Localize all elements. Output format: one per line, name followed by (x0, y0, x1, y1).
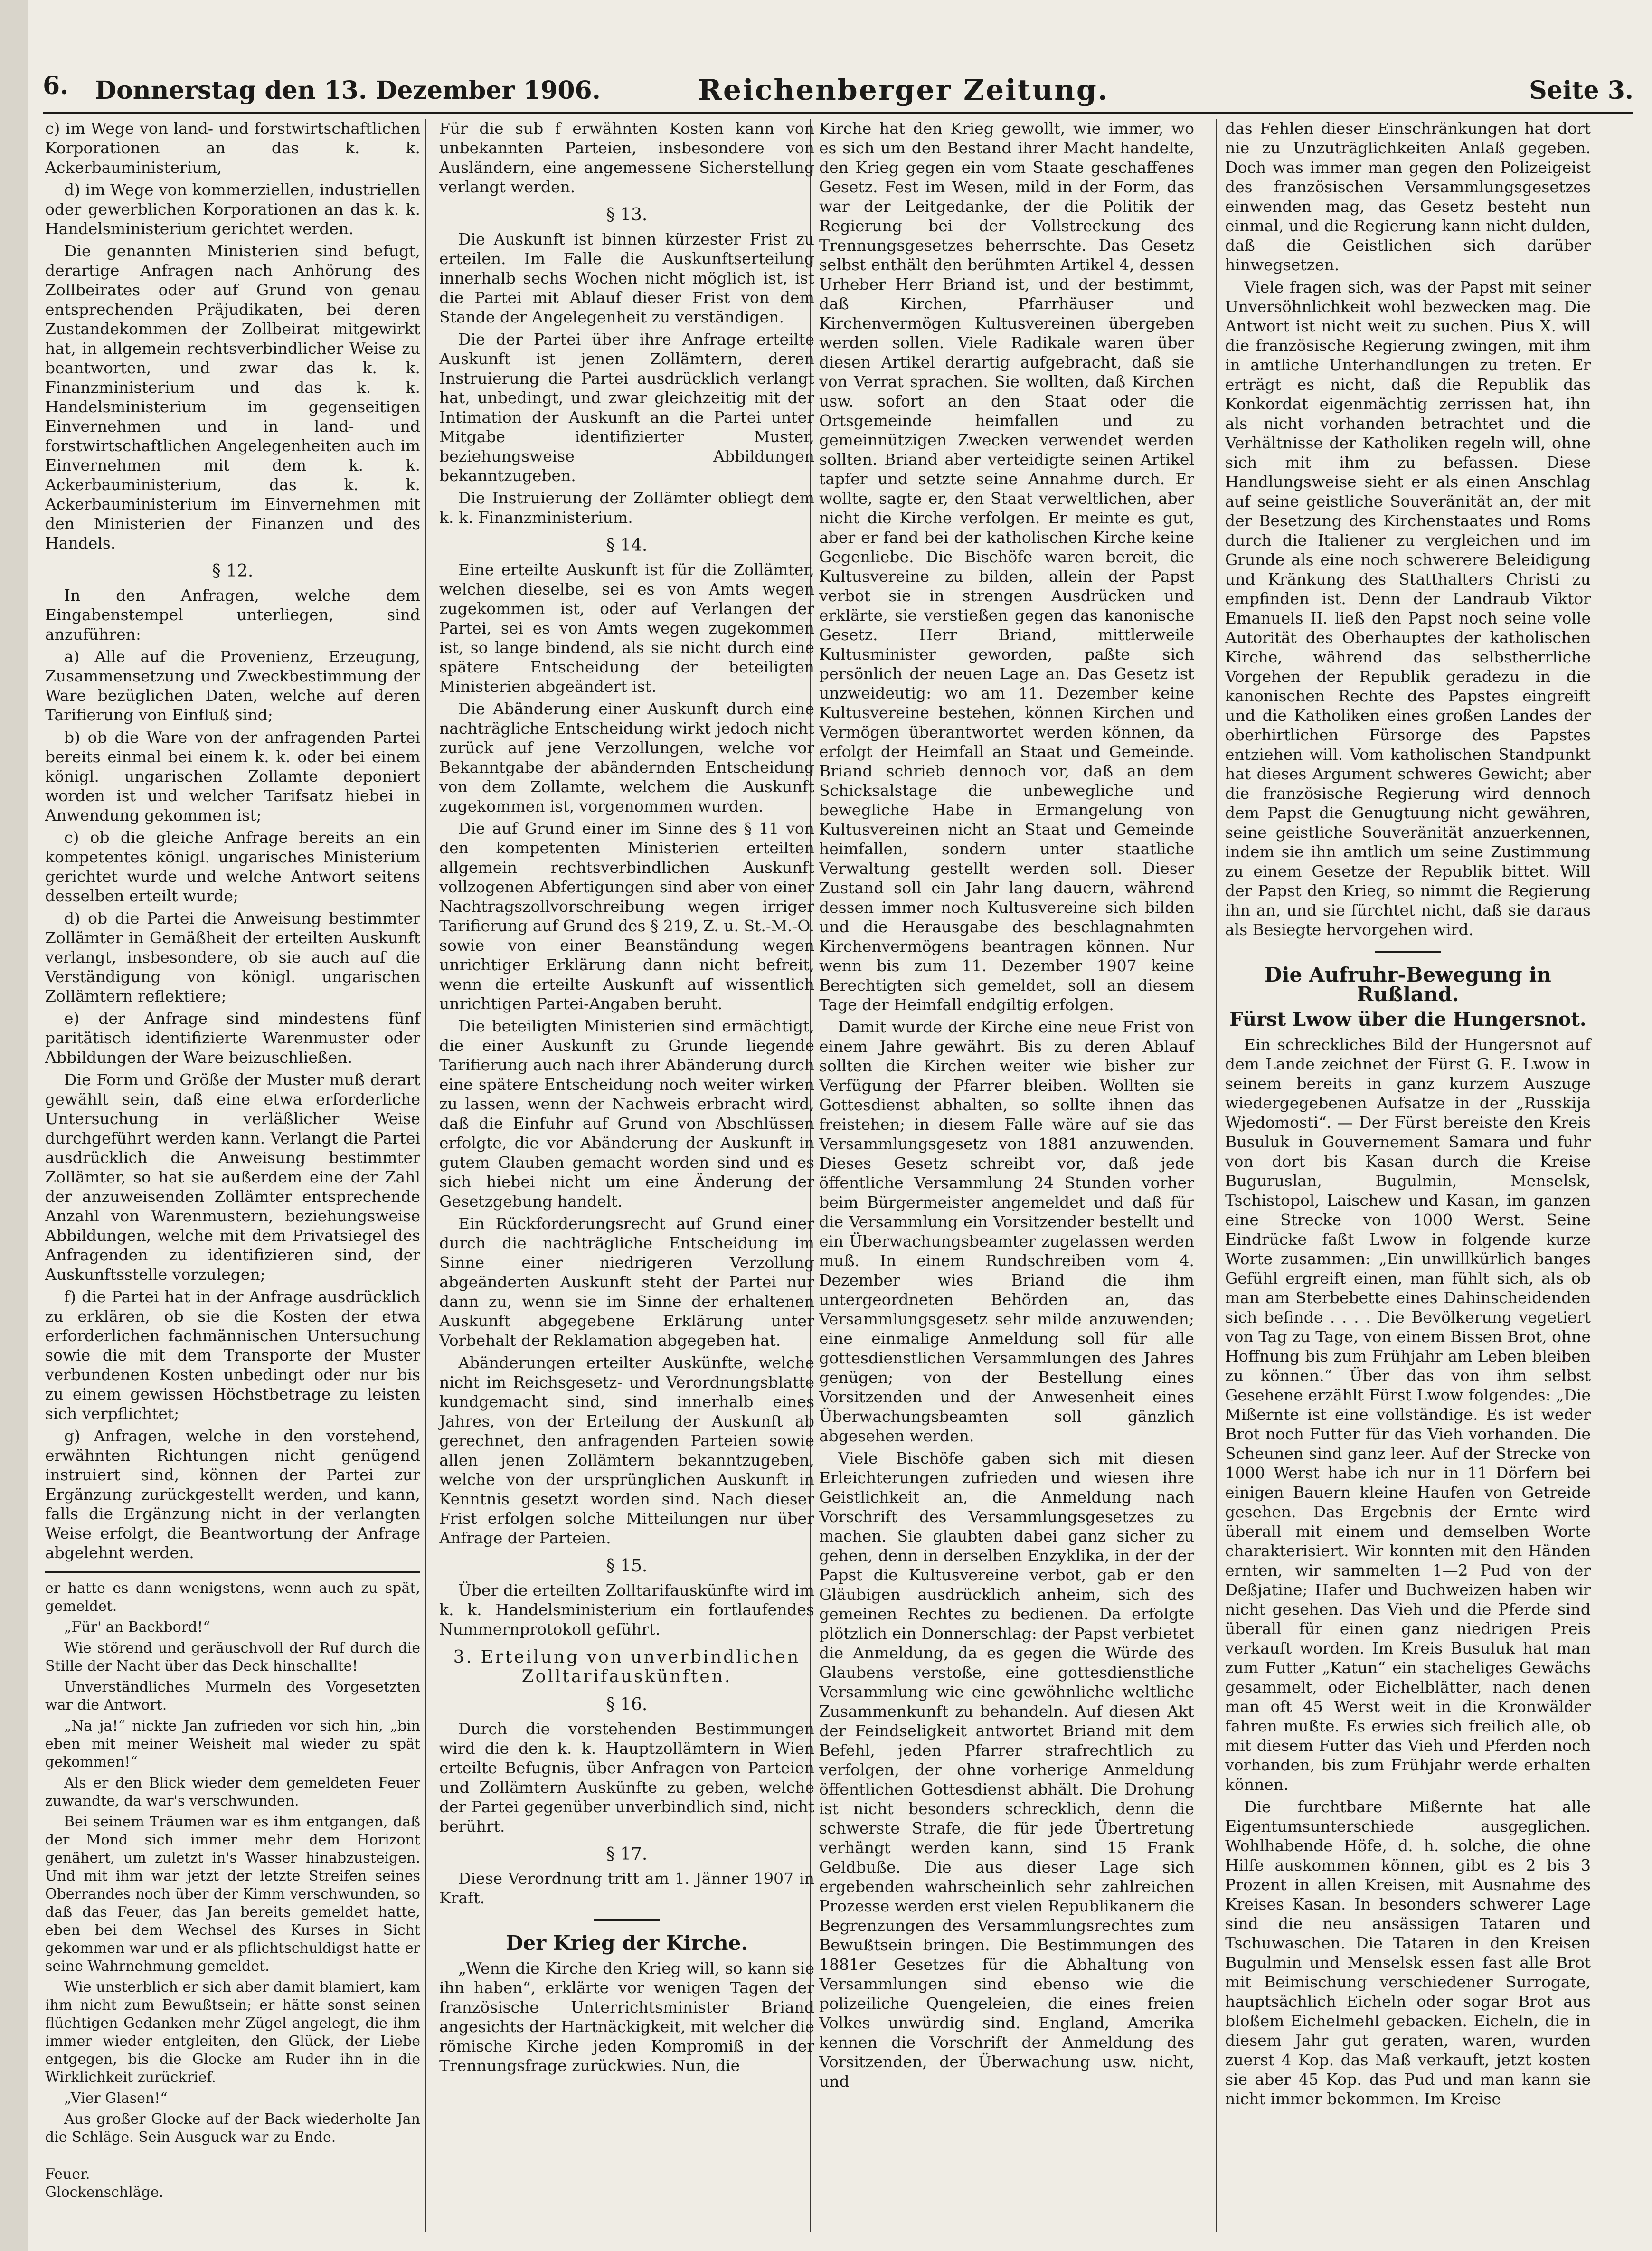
section-heading: § 14. (606, 536, 648, 555)
list-item: d) ob die Partei die Anweisung bestimmter Zollämter in Gemäßheit der erteilten Auskunft verlangt, insbesondere, ob sie auch auf die Verständigung von königl. ungarischen Zollämtern reflektiere; (45, 909, 420, 1005)
paragraph: Die auf Grund einer im Sinne des § 11 von den kompetenten Ministerien erteilten allgemein rechtsverbindlichen Auskunft vollzogenen Abfertigungen sind aber von einer Nachtragszollvorschreibung wegen irriger Tarifierung auf Grund des § 219, Z. u. St.-M.-O. sowie von einer Beanständung wegen unrichtiger Erklärung dann nicht befreit, wenn die erteilte Auskunft auf wissentlich unrichtigen Partei-Angaben beruht. (439, 819, 814, 1013)
article-divider (594, 1919, 660, 1921)
paragraph: Für die sub f erwähnten Kosten kann von unbekannten Parteien, insbesondere von Ausländern, eine angemessene Sicherstellung verlangt werden. (439, 119, 814, 196)
paragraph: d) im Wege von kommerziellen, industriellen oder gewerblichen Korporationen an das k. k. Handelsministerium gerichtet werden. (45, 180, 420, 238)
paragraph: Ein schreckliches Bild der Hungersnot auf dem Lande zeichnet der Fürst G. E. Lwow in seinem bereits in ganz kurzem Auszuge wiedergegebenen Aufsatze in der „Russkija Wjedomosti“. — Der Fürst bereiste den Kreis Busuluk in Gouvernement Samara und fuhr von dort bis Kasan durch die Kreise Buguruslan, Bugulmin, Menselsk, Tschistopol, Laischew und Kasan, im ganzen eine Strecke von 1000 Werst. Seine Eindrücke faßt Lwow in folgende kurze Worte zusammen: „Ein unwillkürlich banges Gefühl ergreift einen, man fühlt sich, als ob man am Sterbebette eines Dahinscheidenden sich befinde . . . . Die Bevölkerung vegetiert von Tag zu Tage, von einem Bissen Brot, ohne Hoffnung bis zum Frühjahr am Leben bleiben zu können.“ Über das von ihm selbst Gesehene erzählt Fürst Lwow folgendes: „Die Mißernte ist eine vollständige. Es ist weder Brot noch Futter für das Vieh vorhanden. Die Scheunen sind ganz leer. Auf der Strecke von 1000 Werst habe ich nur in 11 Dörfern bei einigen Bauern kleine Haufen von Getreide gesehen. Das Ergebnis der Ernte wird überall mit einem und demselben Worte charakterisiert. Wir konnten mit den Händen ernten, wir sammelten 1—2 Pud von der Deßjatine; Hafer und Buchweizen haben wir nicht gesehen. Das Vieh und die Pferde sind überall für einen ganz niedrigen Preis verkauft worden. Im Kreis Busuluk hat man zum Futter „Katun“ ein stacheliges Gewächs gesammelt, oder Eichelblätter, nach denen man oft 45 Werst weit in die Kronwälder fahren mußte. Es erwies sich freilich alle, ob mit diesem Futter das Vieh und Pferden noch vorhanden, bis zum Frühjahr werde erhalten können. (1225, 1035, 1591, 1794)
column-3 (819, 119, 1194, 2094)
footnotes (45, 2166, 420, 2202)
paragraph: Kirche hat den Krieg gewollt, wie immer, wo es sich um den Bestand ihrer Macht handelte, den Krieg gegen ein vom Staate geschaffenes Gesetz. Fest im Wesen, mild in der Form, das war der Leitgedanke, der die Politik der Regierung bei der Vollstreckung des Trennungsgesetzes beherrschte. Das Gesetz selbst enthält den berühmten Artikel 4, dessen Urheber Herr Briand ist, und der bestimmt, daß Kirchen, Pfarrhäuser und Kirchenvermögen Kultusvereinen übergeben werden sollen. Viele Radikale waren über diesen Artikel derartig aufgebracht, daß sie von Verrat sprachen. Sie wollten, daß Kirchen usw. sofort an den Staat oder die Ortsgemeinde heimfallen und zu gemeinnützigen Zwecken verwendet werden sollten. Briand aber verteidigte seinen Artikel tapfer und setzte seine Annahme durch. Er wollte, sagte er, den Staat verweltlichen, aber nicht die Kirche verfolgen. Er meinte es gut, aber er fand bei der katholischen Kirche keine Gegenliebe. Die Bischöfe waren bereit, die Kultusvereine zu bilden, allein der Papst verbot sie in strengen Ausdrücken und erklärte, sie verstießen gegen das kanonische Gesetz. Herr Briand, mittlerweile Kultusminister geworden, paßte sich persönlich der neuen Lage an. Das Gesetz ist unzweideutig: wo am 11. Dezember keine Kultusvereine bestehen, können Kirchen und Vermögen überantwortet werden können, da erfolgt der Heimfall an Staat und Gemeinde. Briand schrieb dennoch vor, daß an dem Schicksalstage die unbewegliche und bewegliche Habe in Ermangelung von Kultusvereinen nicht an Staat und Gemeinde heimfallen, sondern unter staatliche Verwaltung gestellt werden soll. Dieser Zustand soll ein Jahr lang dauern, während dessen immer noch Kultusvereine sich bilden und die Herausgabe des beschlagnahmten Kirchenvermögens beantragen können. Nur wenn bis zum 11. Dezember 1907 keine Berechtigten sich gemeldet, soll an diesem Tage der Heimfall endgiltig erfolgen. (819, 119, 1194, 1014)
feuilleton-paragraph: „Vier Glasen!“ (64, 2090, 168, 2107)
paragraph: Abänderungen erteilter Auskünfte, welche nicht im Reichsgesetz- und Verordnungsblatte kundgemacht sind, sind innerhalb eines Jahres, von der Erteilung der Auskunft ab gerechnet, den anfragenden Parteien sowie allen jenen Zollämtern bekanntzugeben, welche von der ursprünglichen Auskunft in Kenntnis gesetzt worden sind. Nach dieser Frist erfolgen solche Mitteilungen nur über Anfrage der Parteien. (439, 1353, 814, 1547)
article-title: Die Aufruhr-Bewegung in Rußland. (1265, 963, 1551, 1006)
list-item: e) der Anfrage sind mindestens fünf paritätisch identifizierte Warenmuster oder Abbildungen der Ware beizuschließen. (45, 1009, 420, 1067)
section-heading: § 15. (606, 1556, 648, 1576)
paragraph: Die der Partei über ihre Anfrage erteilte Auskunft ist jenen Zollämtern, deren Instruierung die Partei ausdrücklich verlangt hat, unbedingt, und zwar gleichzeitig mit der Intimation der Auskunft an die Partei unter Mitgabe identifizierter Muster, beziehungsweise Abbildungen bekanntzugeben. (439, 330, 814, 485)
paragraph: das Fehlen dieser Einschränkungen hat dort nie zu Unzuträglichkeiten Anlaß gegeben. Doch was immer man gegen den Polizeigeist des französischen Versammlungsgesetzes einwenden mag, das Gesetz besteht nun einmal, und die Regierung kann nicht dulden, daß die Geistlichen sich darüber hinwegsetzen. (1225, 119, 1591, 274)
footnote: Glockenschläge. (45, 2184, 164, 2201)
column-4 (1225, 119, 1591, 2111)
feuilleton-paragraph: er hatte es dann wenigstens, wenn auch zu spät, gemeldet. (45, 1580, 420, 1615)
feuilleton (45, 1579, 420, 2147)
paragraph: Eine erteilte Auskunft ist für die Zollämter, welchen dieselbe, sei es von Amts wegen zugekommen ist, oder auf Verlangen der Partei, sei es von Amts wegen zugekommen ist, so lange bindend, als sie nicht durch eine spätere Entscheidung der beteiligten Ministerien abgeändert ist. (439, 560, 814, 696)
paragraph: Die Auskunft ist binnen kürzester Frist zu erteilen. Im Falle die Auskunftserteilung innerhalb sechs Wochen nicht möglich ist, ist die Partei mit Ablauf dieser Frist von dem Stande der Angelegenheit zu verständigen. (439, 230, 814, 326)
section-heading: § 17. (606, 1844, 648, 1864)
feuilleton-paragraph: „Na ja!“ nickte Jan zufrieden vor sich hin, „bin eben mit meiner Weisheit mal wieder zu spät gekommen!“ (45, 1718, 420, 1770)
article-title: Der Krieg der Kirche. (505, 1931, 748, 1955)
feuilleton-paragraph: Bei seinem Träumen war es ihm entgangen, daß der Mond sich immer mehr dem Horizont genähert, um zuletzt in's Wasser hinabzusteigen. Und mit ihm war jetzt der letzte Streifen seines Oberrandes noch über der Kimm verschwunden, so daß das Feuer, das Jan bereits gemeldet hatte, eben bei dem Wechsel des Kurses in Sicht gekommen war und er als pflichtschuldigst hatte er seine Wahrnehmung gemeldet. (45, 1814, 420, 1975)
paragraph: „Wenn die Kirche den Krieg will, so kann sie ihn haben“, erklärte vor wenigen Tagen der französische Unterrichtsminister Briand angesichts der Hartnäckigkeit, mit welcher die römische Kirche jeden Kompromiß in der Trennungsfrage zurückwies. Nun, die (439, 1959, 814, 2075)
paragraph: Über die erteilten Zolltarifauskünfte wird im k. k. Handelsministerium ein fortlaufendes Nummernprotokoll geführt. (439, 1581, 814, 1638)
article-subtitle: Fürst Lwow über die Hungersnot. (1229, 1008, 1586, 1031)
paragraph: Die genannten Ministerien sind befugt, derartige Anfragen nach Anhörung des Zollbeirates oder auf Grund von genau entsprechenden Präjudikaten, bei deren Zustandekommen der Zollbeirat mitgewirkt hat, in allgemein rechtsverbindlicher Weise zu beantworten, und zwar das k. k. Finanzministerium und das k. k. Handelsministerium im gegenseitigen Einvernehmen und in land- und forstwirtschaftlichen Angelegenheiten auch im Einvernehmen mit dem k. k. Ackerbauministerium, das k. k. Ackerbauministerium im Einvernehmen mit den Ministerien der Finanzen und des Handels. (45, 242, 420, 552)
paragraph: Die Form und Größe der Muster muß derart gewählt sein, daß eine etwa erforderliche Untersuchung in verläßlicher Weise durchgeführt werden kann. Verlangt die Partei ausdrücklich die Anweisung bestimmter Zollämter, so hat sie außerdem eine der Zahl der anzuweisenden Zollämter entsprechende Anzahl von Warenmustern, beziehungsweise Abbildungen, welche mit dem Privatsiegel des Anfragenden zu identifizieren sind, der Auskunftsstelle vorzulegen; (45, 1070, 420, 1284)
feuilleton-paragraph: Aus großer Glocke auf der Back wiederholte Jan die Schläge. Sein Ausguck war zu Ende. (45, 2111, 420, 2146)
feuilleton-paragraph: Wie störend und geräuschvoll der Ruf durch die Stille der Nacht über das Deck hinschallte! (45, 1640, 420, 1674)
column-1 (45, 119, 420, 2202)
paragraph: In den Anfragen, welche dem Eingabenstempel unterliegen, sind anzuführen: (45, 586, 420, 643)
column-rule (425, 119, 426, 2232)
column-2 (439, 119, 814, 2078)
list-item: a) Alle auf die Provenienz, Erzeugung, Zusammensetzung und Zweckbestimmung der Ware bezüglichen Daten, welche auf deren Tarifierung von Einfluß sind; (45, 647, 420, 724)
page-fragment: 6. (43, 71, 69, 100)
paragraph: Ein Rückforderungsrecht auf Grund einer durch die nachträgliche Entscheidung im Sinne einer niedrigeren Verzollung abgeänderten Auskunft steht der Partei nur dann zu, wenn sie im Sinne der erhaltenen Auskunft abgegebene Erklärung unter Vorbehalt der Reklamation abgegeben hat. (439, 1214, 814, 1350)
footnote: Feuer. (45, 2166, 90, 2183)
paragraph: Diese Verordnung tritt am 1. Jänner 1907 in Kraft. (439, 1869, 814, 1907)
paragraph: Viele fragen sich, was der Papst mit seiner Unversöhnlichkeit wohl bezwecken mag. Die Antwort ist nicht weit zu suchen. Pius X. will die französische Regierung zwingen, mit ihm in amtliche Unterhandlungen zu treten. Er erträgt es nicht, daß die Republik das Konkordat eigenmächtig zerrissen hat, ihn als nicht vorhanden betrachtet und die Verhältnisse der Katholiken regeln will, ohne sich mit ihm zu befassen. Diese Handlungsweise sieht er als einen Anschlag auf seine geistliche Souveränität an, der mit der Besetzung des Kirchenstaates und Roms durch die Italiener zu vergleichen und im Grunde als eine noch schwerere Beleidigung und Kränkung des Statthalters Christi zu empfinden ist. Denn der Landraub Viktor Emanuels II. ließ den Papst noch seine volle Autorität des Oberhauptes der katholischen Kirche, während das selbstherrliche Vorgehen der Republik geradezu in die kanonischen Rechte des Papstes eingreift und die Katholiken eines großen Landes der oberhirtlichen Fürsorge des Papstes entziehen will. Vom katholischen Standpunkt hat dieses Argument schweres Gewicht; aber die französische Regierung wird dennoch dem Papst die Genugtuung nicht gewähren, seine geistliche Souveränität anzuerkennen, indem sie ihn amtlich um seine Zustimmung zu einem Gesetze der Republik bittet. Will der Papst den Krieg, so nimmt die Regierung ihn an, und sie fürchtet nicht, daß sie daraus als Besiegte hervorgehen wird. (1225, 278, 1591, 939)
list-item: f) die Partei hat in der Anfrage ausdrücklich zu erklären, ob sie die Kosten der etwa erforderlichen fachmännischen Untersuchung sowie die mit dem Transporte der Muster verbundenen Kosten unbedingt oder nur bis zu einem gewissen Höchstbetrage zu leisten sich verpflichtet; (45, 1287, 420, 1423)
paragraph: Durch die vorstehenden Bestimmungen wird die den k. k. Hauptzollämtern in Wien erteilte Befugnis, über Anfragen von Parteien und Zollämtern Auskünfte zu geben, welche der Partei gegenüber unverbindlich sind, nicht berührt. (439, 1720, 814, 1835)
header-date: Donnerstag den 13. Dezember 1906. (95, 76, 601, 105)
feuilleton-paragraph: „Für' an Backbord!“ (64, 1619, 210, 1636)
section-heading: § 16. (606, 1695, 648, 1714)
paragraph: Viele Bischöfe gaben sich mit diesen Erleichterungen zufrieden und wiesen ihre Geistlichkeit an, die Anmeldung nach Vorschrift des Versammlungsgesetzes zu machen. Sie glaubten dabei ganz sicher zu gehen, denn in derselben Enzyklika, in der der Papst die Kultusvereine verbot, gab er den Gläubigen ausdrücklich anheim, sich des gemeinen Rechtes zu bedienen. Da erfolgte plötzlich ein Donnerschlag: der Papst verbietet die Anmeldung, da es gegen die Würde des Glaubens verstoße, eine gottesdienstliche Versammlung wie eine gewöhnliche weltliche Zusammenkunft zu behandeln. Auf diesen Akt der Feindseligkeit antwortet Briand mit dem Befehl, jeden Pfarrer strafrechtlich zu verfolgen, der ohne vorherige Anmeldung öffentlichen Gottesdienst abhält. Die Drohung ist nicht besonders schrecklich, denn die schwerste Strafe, die für jede Übertretung verhängt werden kann, sind 15 Frank Geldbuße. Die aus dieser Lage sich ergebenden wahrscheinlich sehr zahlreichen Prozesse werden erst vielen Republikanern die Begrenzungen des Versammlungsrechtes zum Bewußtsein bringen. Die Bestimmungen des 1881er Gesetzes für die Abhaltung von Versammlungen sind ebenso wie die polizeiliche Quengeleien, die eines freien Volkes unwürdig sind. England, Amerika kennen die Vorschrift der Anmeldung des Vorsitzenden, der Überwachung usw. nicht, und (819, 1449, 1194, 2090)
paragraph: c) im Wege von land- und forstwirtschaftlichen Korporationen an das k. k. Ackerbauministerium, (45, 119, 420, 177)
paragraph: Die beteiligten Ministerien sind ermächtigt, die einer Auskunft zu Grunde liegende Tarifierung auch nach ihrer Abänderung durch eine spätere Entscheidung noch weiter wirken zu lassen, wenn der Nachweis erbracht wird, daß die Einfuhr auf Grund von Abschlüssen erfolgte, die vor Abänderung der Auskunft in gutem Glauben gemacht worden sind und es sich hiebei nicht um eine Änderung der Gesetzgebung handelt. (439, 1017, 814, 1211)
feuilleton-divider (45, 1571, 420, 1573)
section-heading: § 12. (212, 561, 254, 581)
paragraph: Die Abänderung einer Auskunft durch eine nachträgliche Entscheidung wirkt jedoch nicht zurück auf jene Verzollungen, welche vor Bekanntgabe der abändernden Entscheidung von dem Zollamte, welchem die Auskunft zugekommen ist, vorgenommen wurden. (439, 700, 814, 815)
list-item: b) ob die Ware von der anfragenden Partei bereits einmal bei einem k. k. oder bei einem königl. ungarischen Zollamte deponiert worden ist und welcher Tarifsatz hiebei in Anwendung gekommen ist; (45, 728, 420, 824)
feuilleton-paragraph: Unverständliches Murmeln des Vorgesetzten war die Antwort. (45, 1679, 420, 1713)
list-item: g) Anfragen, welche in den vorstehend, erwähnten Richtungen nicht genügend instruiert sind, können der Partei zur Ergänzung zurückgestellt werden, und kann, falls die Ergänzung nicht in der verlangten Weise erfolgt, die Beantwortung der Anfrage abgelehnt werden. (45, 1427, 420, 1562)
masthead: Reichenberger Zeitung. (698, 74, 1109, 107)
article-divider (1375, 951, 1441, 953)
paragraph: Damit wurde der Kirche eine neue Frist von einem Jahre gewährt. Bis zu deren Ablauf sollten die Kirchen weiter wie bisher zur Verfügung der Pfarrer bleiben. Wollten sie Gottesdienst abhalten, so sollte ihnen das freistehen; in diesem Falle wäre auf sie das Versammlungsgesetz von 1881 anzuwenden. Dieses Gesetz schreibt vor, daß jede öffentliche Versammlung 24 Stunden vorher beim Bürgermeister angemeldet und daß für die Versammlung ein Vorsitzender bestellt und ein Überwachungsbeamter zugelassen werden muß. In einem Rundschreiben vom 4. Dezember wies Briand die ihm untergeordneten Behörden an, das Versammlungsgesetz sehr milde anzuwenden; eine einmalige Anmeldung soll für alle gottesdienstlichen Versammlungen des Jahres genügen; von der Bestellung eines Vorsitzenden und der Anwesenheit eines Überwachungsbeamten soll gänzlich abgesehen werden. (819, 1018, 1194, 1445)
feuilleton-paragraph: Wie unsterblich er sich aber damit blamiert, kam ihm nicht zum Bewußtsein; er hätte sonst seinen flüchtigen Gedanken mehr Zügel angelegt, die ihm immer wieder entgleiten, den Glück, der Liebe entgegen, bis die Glocke am Ruder ihn in die Wirklichkeit zurückrief. (45, 1979, 420, 2086)
list-item: c) ob die gleiche Anfrage bereits an ein kompetentes königl. ungarisches Ministerium gerichtet wurde und welche Antwort seitens desselben erteilt wurde; (45, 828, 420, 905)
page-header (43, 66, 1633, 114)
page-edge-binding (0, 0, 28, 2251)
paragraph: Die Instruierung der Zollämter obliegt dem k. k. Finanzministerium. (439, 489, 814, 527)
part-heading: 3. Erteilung von unverbindlichen Zolltarifauskünften. (453, 1647, 801, 1686)
column-rule (1216, 119, 1217, 2232)
paragraph: Die furchtbare Mißernte hat alle Eigentumsunterschiede ausgeglichen. Wohlhabende Höfe, d. h. solche, die ohne Hilfe auskommen können, gibt es 2 bis 3 Prozent in allen Kreisen, mit Ausnahme des Kreises Kasan. In besonders schwerer Lage sind die neu ansässigen Tataren und Tschuwaschen. Die Tataren in den Kreisen Bugulmin und Menselsk essen fast alle Brot mit Beimischung verschiedener Surrogate, hauptsächlich Eicheln oder sogar Brot aus bloßem Eichelmehl gebacken. Eicheln, die in diesem Jahr gut geraten, waren, wurden zuerst 4 Kop. das Maß verkauft, jetzt kosten sie aber 45 Kop. das Pud und man kann sie nicht immer bekommen. Im Kreise (1225, 1797, 1591, 2108)
page-number: Seite 3. (1529, 76, 1633, 105)
feuilleton-paragraph: Als er den Blick wieder dem gemeldeten Feuer zuwandte, da war's verschwunden. (45, 1775, 420, 1809)
section-heading: § 13. (606, 205, 648, 225)
